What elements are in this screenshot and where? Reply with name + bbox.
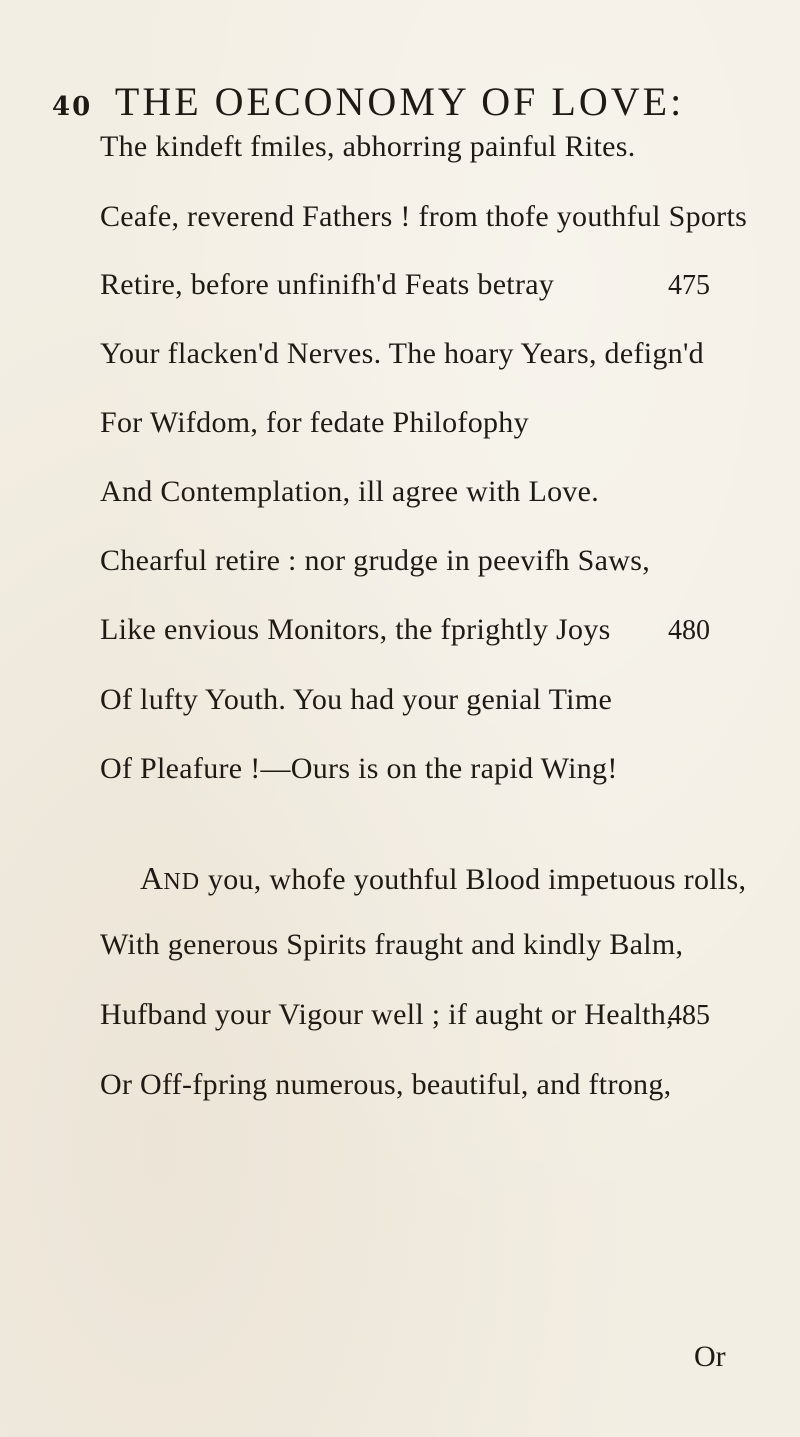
- verse-line: Or Off-fpring numerous, beautiful, and ftrong,: [100, 1068, 672, 1101]
- line-number: 475: [668, 270, 710, 301]
- initial-capital: A: [140, 860, 164, 896]
- running-title: THE OECONOMY OF LOVE:: [114, 79, 685, 124]
- verse-line: And Contemplation, ill agree with Love.: [100, 475, 600, 508]
- verse-line-opening: [140, 860, 746, 897]
- verse-line: Of lufty Youth. You had your genial Time: [100, 683, 613, 716]
- verse-text: you, whofe youthful Blood impetuous rolls,: [200, 863, 747, 896]
- verse-line: Your flacken'd Nerves. The hoary Years, defign'd: [100, 337, 704, 370]
- line-number: 485: [668, 1000, 710, 1031]
- verse-line: Hufband your Vigour well ; if aught or Health,: [100, 998, 674, 1031]
- verse-line: With generous Spirits fraught and kindly Balm,: [100, 928, 684, 961]
- page-number: 40: [52, 92, 93, 122]
- verse-line: The kindeft fmiles, abhorring painful Rites.: [100, 130, 636, 163]
- small-caps: ND: [163, 869, 201, 895]
- verse-line: Chearful retire : nor grudge in peevifh Saws,: [100, 544, 650, 577]
- verse-line: Retire, before unfinifh'd Feats betray: [100, 268, 555, 301]
- verse-line: Like envious Monitors, the fprightly Joys: [100, 613, 611, 646]
- running-header: [52, 78, 684, 125]
- verse-line: For Wifdom, for fedate Philofophy: [100, 406, 529, 439]
- catchword: Or: [694, 1340, 726, 1373]
- verse-line: Ceafe, reverend Fathers ! from thofe youthful Sports: [100, 200, 748, 233]
- line-number: 480: [668, 615, 710, 646]
- verse-line: Of Pleafure !—Ours is on the rapid Wing!: [100, 752, 618, 785]
